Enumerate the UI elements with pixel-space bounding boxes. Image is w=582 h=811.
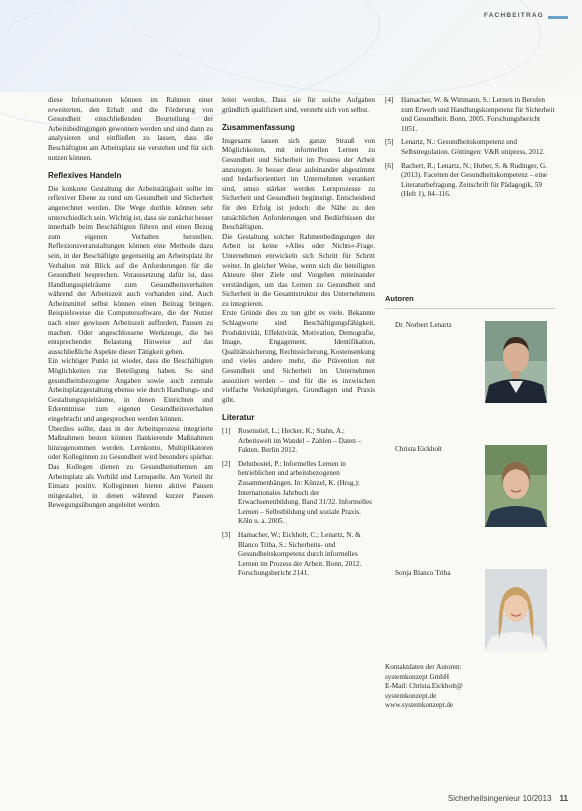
- author-entry: [385, 321, 555, 445]
- text-column-1: [48, 96, 213, 511]
- literature-heading: Literatur: [222, 413, 255, 423]
- reference-item: [4] Hamacher, W. & Wittmann, S.: Lernen in Berufen zum Erwerb und Handlungskompetenz für Sicherheit und Gesundheit. Bonn, 2005. Forschungsbericht 1051.: [385, 96, 555, 133]
- magazine-issue: Sicherheitsingenieur 10/2013: [447, 794, 552, 803]
- author-entry: [385, 445, 555, 569]
- authors-title: Autoren: [385, 290, 555, 309]
- reference-item: [1] Rosenstiel, L.; Hecker, K.; Stahn, A.: Arbeitswelt im Wandel – Zahlen – Daten – Fakten. Berlin 2012.: [222, 427, 362, 455]
- subheading: Zusammenfassung: [222, 123, 295, 133]
- contact-line: systemkonzept.de: [385, 691, 437, 700]
- contact-line: systemkonzept GmbH: [385, 672, 450, 681]
- author-name: Dr. Norbert Lenartz: [395, 321, 452, 329]
- contact-website: www.systemkonzept.de: [385, 701, 454, 710]
- authors-box: [385, 290, 555, 693]
- paragraph: diese Informationen können im Rahmen einer erweiterten, den Erhalt und die Förderung von Gesundheit einschließenden Beurteilung der Arbeitsbedingungen gewonnen werden und sind dann zu analysieren und einfließen zu lassen, dass die Beschäftigten am Arbeitsplatz sie verstehen und für sich nutzen können.: [48, 96, 213, 162]
- author-name: Christa Eickholt: [395, 445, 442, 453]
- portrait-illustration: [485, 445, 547, 527]
- author-photo: [485, 445, 547, 527]
- contact-line: E-Mail: Christa.Eickholt@: [385, 682, 463, 691]
- reference-item: [5] Lenartz, N.: Gesundheitskompetenz und Selbstregulation. Göttingen: V&R unipress, 2012.: [385, 138, 545, 156]
- page-number: 11: [559, 794, 568, 803]
- reference-item: [6] Bachert, R.; Lenartz, N.; Huber, S. & Rudinger, G. (2013). Facetten der Gesundheitskompetenz – eine Literaturbefragung. Zeitschrift für Pädagogik, 59 (Heft 1), 84–116.: [385, 161, 548, 199]
- reference-item: [3] Hamacher, W.; Eickholt, C.; Lenartz, N. & Blanco Triba, S.: Sicherheits- und Gesundheitskompetenz durch informelles Lernen im Prozess der Arbeit. Bonn, 2012. Forschungsbericht 2141.: [222, 530, 362, 578]
- paragraph: Insgesamt lassen sich ganze Strauß von Möglichkeiten, mit informellen Lernen zu Gesundheit und Sicherheit im Prozess der Arbeit anzuregen. Je besser diese aufeinander abgestimmt und bedarfsorientiert im Unternehmen verankert sind, umso stärker werden Lernprozesse zu Sicherheit und Gesundheit begünstigt. Entscheidend für den Erfolg ist jedoch: die Nähe zu den tatsächlichen Anforderungen und Bedürfnissen der Beschäftigten.: [222, 136, 375, 232]
- section-tag-rule: [548, 16, 568, 19]
- portrait-illustration: [485, 569, 547, 651]
- reference-list: [385, 96, 555, 200]
- contact-block: [385, 663, 550, 711]
- page-footer: [448, 794, 568, 803]
- reference-list: [222, 427, 375, 579]
- portrait-illustration: [485, 321, 547, 403]
- text-column-3: [385, 96, 555, 204]
- text-column-2: [222, 96, 375, 583]
- section-tag: FACHBEITRAG: [483, 12, 544, 19]
- author-photo: [485, 569, 547, 651]
- paragraph: Ein wichtiger Punkt ist wieder, dass die Beschäftigten Möglichkeiten zur Beteiligung haben. So sind gesundheitsbezogene Angaben sowie auch zentrale Arbeitsplatzgestaltung ebenso wie durch Handlungs- und Gestaltungsspielräume, in denen Einrichten und Erkenntnisse zum eigenen Gesundheitsverhalten eingebracht und angesprochen werden können.: [48, 357, 213, 423]
- paragraph: Die konkrete Gestaltung der Arbeitstätigkeit sollte im reflexiver Ebene zu rund um Gesundheit und Sicherheit angerechnet werden. Die Wege dorthin können sehr unterschiedlich sein. Wichtig ist, dass sie zunächst besser innerhalb beim Beschäftigten führen und einen Bezug zum eigenen Verhalten herstellen. Reflexionsveranstaltungen können eine Methode dazu sein, in der Beschäftigte gegenseitig am Arbeitsplatz ihr Verhalten mit Blick auf die Anforderungen für die Gesundheit besprechen. Voraussetzung dafür ist, dass Handlungsspielräume zum Gesundheitsverhalten während der Arbeitszeit auch vorhanden sind. Auch Arbeitsmittel selbst können einen Beitrag bringen. Beispielsweise die Computersoftware, die der Nutzer nach einer gewissen Arbeitszeit auffordert, Pausen zu machen. Oder angeschlossene Werkzeuge, die bei entsprechender Belastung Hinweise auf das ausschließliche Aspekte dieser Tätigkeit geben.: [48, 184, 213, 356]
- author-name: Sonja Blanco Triba: [395, 569, 451, 577]
- contact-line: Kontaktdaten der Autoren:: [385, 663, 462, 671]
- paragraph: leitet werden. Dass sie für solche Aufgaben gründlich qualifiziert sind, versteht sich von selbst.: [222, 96, 375, 114]
- paragraph: Erste Gründe dies zu tun gibt es viele. Bekannte Schlagworte sind Beschäftigungsfähigkeit, Produktivität, Effektivität, Motivation, Demografie, Image, Engagement, Identifikation, Qualitätssicherung, Rechtssicherung, Kostensenkung und vieles andere mehr, die Prävention mit Gesundheit und Sicherheit im Unternehmen assoziiert werden – und für die es inzwischen vielfache Verknüpfungen, Grundlagen und Praxis gibt.: [222, 309, 375, 404]
- paragraph: Überdies sollte, dass in der Arbeitsprozess integrierte Maßnahmen besten können flankierende Maßnahmen hinzugenommen werden. Lernkonto, Multiplikatoren oder Kolleginnen zu Gesundheit wird besonders spürbar. Das Kollegen dienen zu Gesundheitsthemen am Arbeitsplatz als Vorbild und Lernquelle. Am Vorteil ihr Einsatz positiv. Kolleginnen bieten aktive Pausen mitgestaltet, in denen während kurzer Pausen Bewegungsübungen angeleitet werden.: [48, 424, 213, 510]
- author-photo: [485, 321, 547, 403]
- subheading: Reflexives Handeln: [48, 171, 122, 181]
- paragraph: Die Gestaltung solcher Rahmenbedingungen der Arbeit ist keine »Alles oder Nichts«-Frage. Unternehmen entwickeln sich Schritt für Schritt weiter. In gleicher Weise, wenn sich die beteiligten Akteure über Ziele und Vorgehen miteinander verständigen, um das Lernen zu Gesundheit und Sicherheit in die Gesamtstruktur des Unternehmens zu integrieren.: [222, 232, 375, 308]
- reference-item: [2] Dehnbostel, P.: Informelles Lernen in betrieblichen und arbeitsbezogenen Zusammenhängen. In: Künzel, K. (Hrsg.): Internationales Jahrbuch der Erwachsenenbildung. Band 31/32. Informelles Lernen – Selbstbildung und soziale Praxis. Köln u. a. 2005.: [222, 459, 372, 526]
